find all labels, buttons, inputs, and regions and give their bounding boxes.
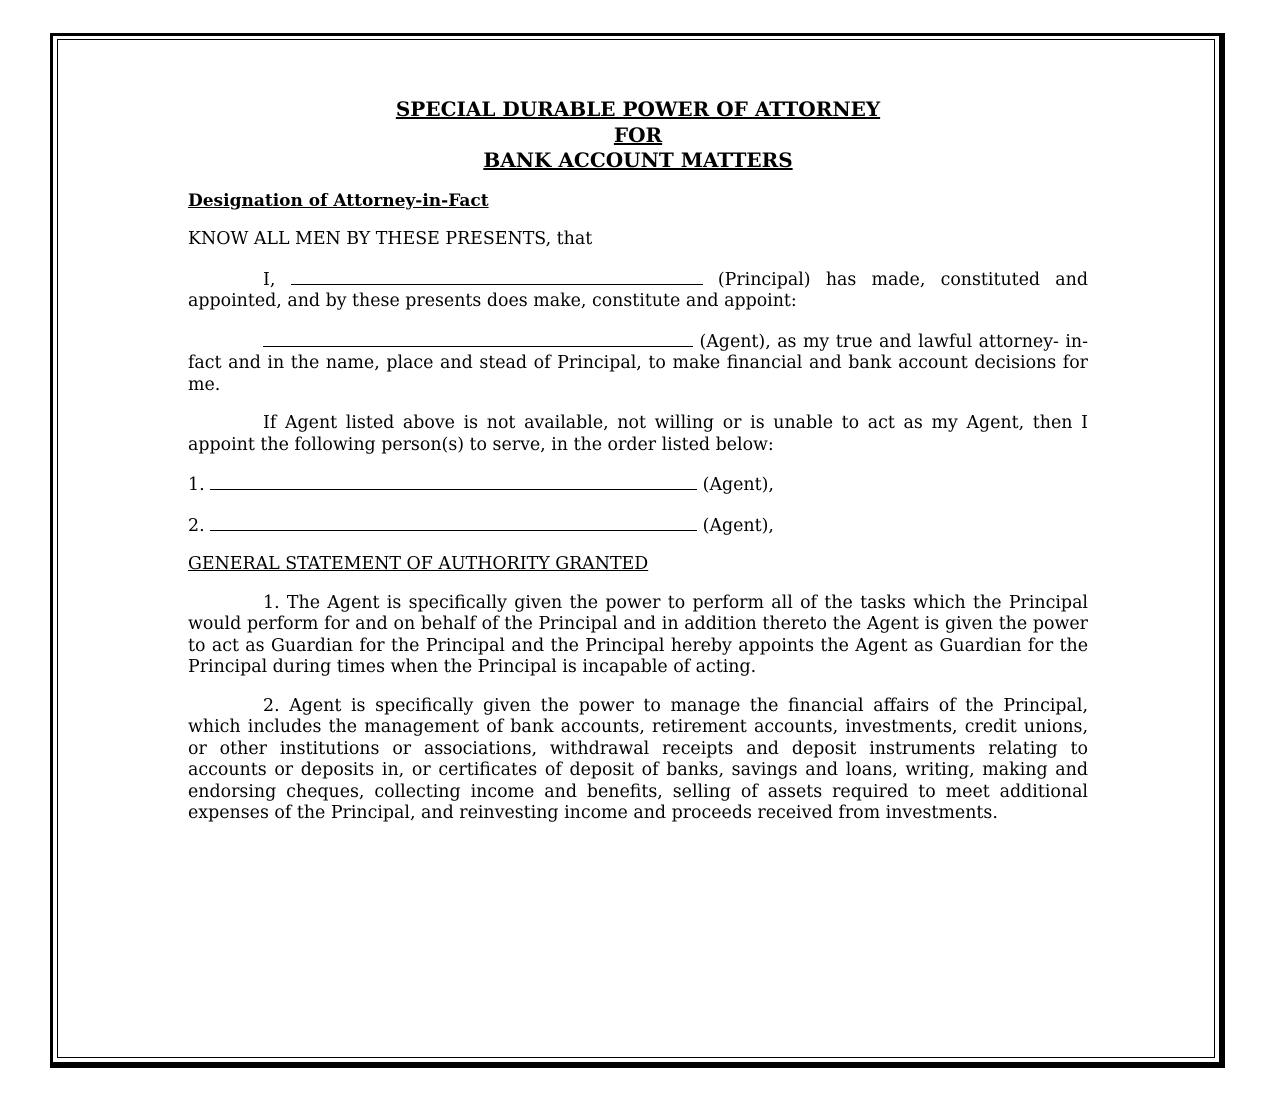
designation-heading: Designation of Attorney-in-Fact xyxy=(188,190,489,211)
agent-paragraph xyxy=(188,330,1088,397)
title-line-1: SPECIAL DURABLE POWER OF ATTORNEY xyxy=(395,97,881,121)
agent-name-blank[interactable] xyxy=(263,330,693,347)
general-heading: GENERAL STATEMENT OF AUTHORITY GRANTED xyxy=(188,554,649,574)
alternate-agent-1 xyxy=(188,473,1088,497)
alternate-agent-2 xyxy=(188,514,1088,538)
title-line-2: FOR xyxy=(613,122,663,147)
alternate-agent-2-blank[interactable] xyxy=(210,514,697,531)
agent-suffix: (Agent), as my true and lawful attorney- in-fact and in the name, place and stead of Principal, to make financial and bank account decisions for me. xyxy=(188,331,1089,395)
clause-2: 2. Agent is specifically given the power to manage the financial affairs of the Principal, which includes the management of bank accounts, retirement accounts, investments, credit unions, or other institutions or associations, withdrawal receipts and deposit instruments relating to accounts or deposits in, or certificates of deposit of banks, savings and loans, writing, making and endorsing cheques, collecting income and benefits, selling of assets required to meet additional expenses of the Principal, and reinvesting income and proceeds received from investments. xyxy=(188,695,1088,823)
alternate-paragraph: If Agent listed above is not available, not willing or is unable to act as my Agent, then I appoint the following person(s) to serve, in the order listed below: xyxy=(188,413,1088,455)
principal-prefix: I, xyxy=(263,269,276,290)
alternate-number: 1. xyxy=(188,475,205,495)
document-title xyxy=(188,97,1088,174)
alternate-agent-1-blank[interactable] xyxy=(210,473,697,490)
alternate-number: 2. xyxy=(188,515,205,536)
principal-name-blank[interactable] xyxy=(291,268,703,285)
document-body xyxy=(188,97,1088,825)
principal-paragraph xyxy=(188,268,1088,313)
title-line-3: BANK ACCOUNT MATTERS xyxy=(483,148,793,172)
alternate-suffix: (Agent), xyxy=(702,475,774,495)
intro-text: KNOW ALL MEN BY THESE PRESENTS, that xyxy=(188,229,593,249)
principal-suffix: (Principal) has made, constituted and appointed, and by these presents does make, constitute and appoint: xyxy=(188,269,1088,311)
alternate-suffix: (Agent), xyxy=(702,515,774,536)
clause-1: 1. The Agent is specifically given the power to perform all of the tasks which the Principal would perform for and on behalf of the Principal and in addition thereto the Agent is given the power to act as Guardian for the Principal and the Principal hereby appoints the Agent as Guardian for the Principal during times when the Principal is incapable of acting. xyxy=(188,592,1088,677)
